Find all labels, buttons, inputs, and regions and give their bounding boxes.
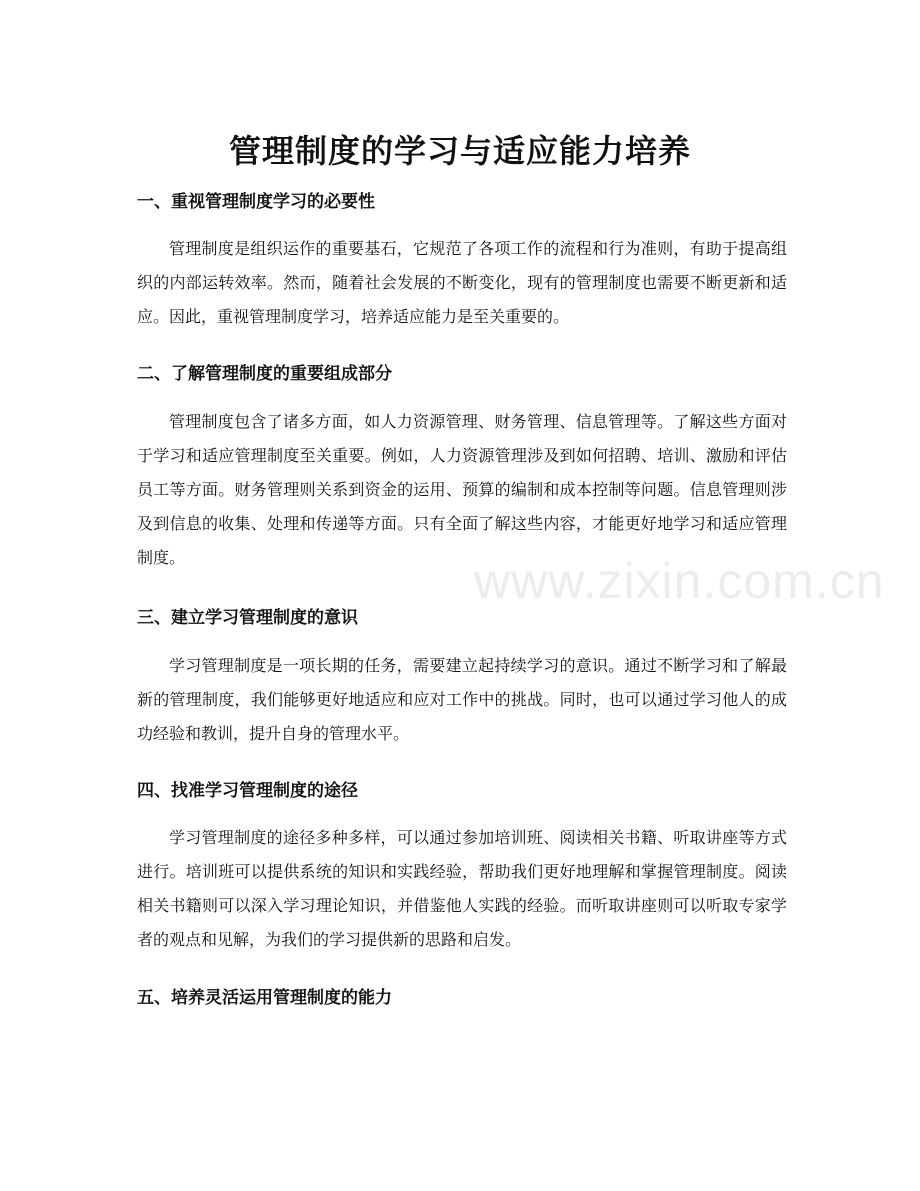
section-heading-5: 五、培养灵活运用管理制度的能力 xyxy=(137,988,392,1008)
document-title: 管理制度的学习与适应能力培养 xyxy=(228,132,691,171)
section-heading-2: 二、了解管理制度的重要组成部分 xyxy=(137,364,392,384)
section-paragraph-3: 学习管理制度是一项长期的任务，需要建立起持续学习的意识。通过不断学习和了解最新的管理制度，我们能够更好地适应和应对工作中的挑战。同时，也可以通过学习他人的成功经验和教训，提升自身的管理水平。 xyxy=(137,656,787,743)
watermark: www.zixin.com.cn xyxy=(474,553,885,609)
section-heading-4: 四、找准学习管理制度的途径 xyxy=(137,781,358,801)
section-paragraph-1: 管理制度是组织运作的重要基石，它规范了各项工作的流程和行为准则，有助于提高组织的内部运转效率。然而，随着社会发展的不断变化，现有的管理制度也需要不断更新和适应。因此，重视管理制度学习，培养适应能力是至关重要的。 xyxy=(137,239,787,326)
section-paragraph-2: 管理制度包含了诸多方面，如人力资源管理、财务管理、信息管理等。了解这些方面对于学习和适应管理制度至关重要。例如，人力资源管理涉及到如何招聘、培训、激励和评估员工等方面。财务管理则关系到资金的运用、预算的编制和成本控制等问题。信息管理则涉及到信息的收集、处理和传递等方面。只有全面了解这些内容，才能更好地学习和适应管理制度。 xyxy=(137,412,787,567)
section-heading-3: 三、建立学习管理制度的意识 xyxy=(137,608,358,628)
section-paragraph-4: 学习管理制度的途径多种多样，可以通过参加培训班、阅读相关书籍、听取讲座等方式进行。培训班可以提供系统的知识和实践经验，帮助我们更好地理解和掌握管理制度。阅读相关书籍则可以深入学习理论知识，并借鉴他人实践的经验。而听取讲座则可以听取专家学者的观点和见解，为我们的学习提供新的思路和启发。 xyxy=(137,828,787,949)
section-heading-1: 一、重视管理制度学习的必要性 xyxy=(137,192,375,212)
